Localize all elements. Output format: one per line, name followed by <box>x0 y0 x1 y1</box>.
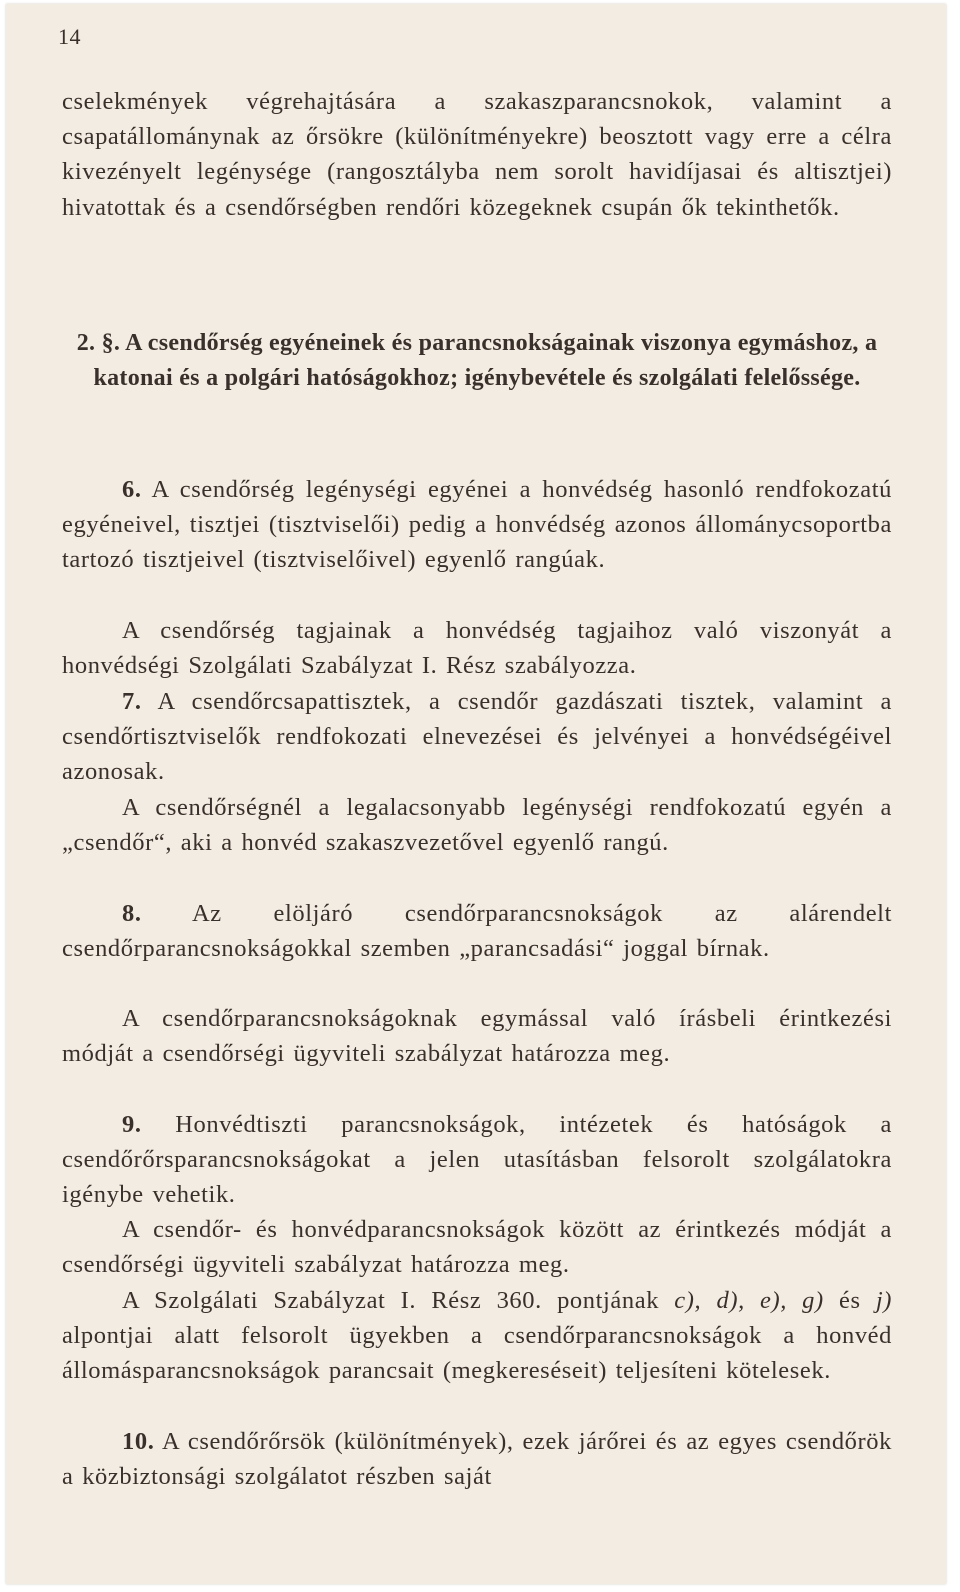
paragraph-text: A Szolgálati Szabályzat I. Rész 360. pontjának <box>122 1287 675 1314</box>
paragraph-number: 10. <box>122 1428 155 1455</box>
page-number: 14 <box>58 24 81 49</box>
italic-reference: c), d), e), g) <box>674 1287 824 1314</box>
paragraph-9b: A csendőr- és honvédparancsnokságok között az érintkezés módját a csendőrségi ügyviteli szabályzat határozza meg. <box>62 1216 892 1279</box>
paragraph-text: A csendőrség legénységi egyénei a honvédség hasonló rendfokozatú egyéneivel, tisztjei (tisztviselői) pedig a honvédség azonos állománycsoportba tartozó tisztjeivel (tisztviselőivel) egyenlő rangúak. <box>62 476 892 574</box>
section-heading: 2. §. A csendőrség egyéneinek és parancsnokságainak viszonya egymáshoz, a katonai és a polgári hatóságokhoz; igénybevétele és szolgálati felelőssége. <box>76 330 878 391</box>
italic-reference: j) <box>875 1287 892 1314</box>
paragraph-text: Az elöljáró csendőrparancsnokságok az alárendelt csendőrparancsnokságokkal szemben „parancsadási“ joggal bírnak. <box>62 900 892 963</box>
paragraph-7b: A csendőrségnél a legalacsonyabb legénységi rendfokozatú egyén a „csendőr“, aki a honvéd szakaszvezetővel egyenlő rangú. <box>62 794 892 857</box>
paragraph-number: 8. <box>122 900 142 927</box>
paragraph-text: alpontjai alatt felsorolt ügyekben a csendőrparancsnokságok a honvéd állomásparancsnokságok parancsait (megkereséseit) teljesíteni kötelesek. <box>62 1322 892 1385</box>
paragraph-number: 7. <box>122 688 142 715</box>
paragraph-text: Honvédtiszti parancsnokságok, intézetek és hatóságok a csendőrőrsparancsnokságokat a jelen utasításban felsorolt szolgálatokra igénybe vehetik. <box>62 1111 892 1209</box>
paragraph-6 <box>62 472 892 578</box>
paragraph-number: 6. <box>122 476 142 503</box>
document-page <box>6 4 946 1584</box>
paragraph-7 <box>62 684 892 790</box>
paragraph-continuation: cselekmények végrehajtására a szakaszparancsnokok, valamint a csapatállománynak az őrsökre (különítményekre) beosztott vagy erre a célra kivezényelt legénysége (rangosztályba nem sorolt havidíjasai és altisztjei) hivatottak és a csendőrségben rendőri közegeknek csupán ők tekinthetők. <box>62 88 892 221</box>
paragraph-9 <box>62 1107 892 1213</box>
paragraph-8b: A csendőrparancsnokságoknak egymással való írásbeli érintkezési módját a csendőrségi ügyviteli szabályzat határozza meg. <box>62 1005 892 1068</box>
paragraph-text: A csendőrcsapattisztek, a csendőr gazdászati tisztek, valamint a csendőrtisztviselők rendfokozati elnevezései és jelvényei a honvédségéivel azonosak. <box>62 688 892 786</box>
paragraph-text: A csendőrőrsök (különítmények), ezek járőrei és az egyes csendőrök a közbiztonsági szolgálatot részben saját <box>62 1428 892 1491</box>
paragraph-9c <box>62 1283 892 1389</box>
paragraph-6b: A csendőrség tagjainak a honvédség tagjaihoz való viszonyát a honvédségi Szolgálati Szabályzat I. Rész szabályozza. <box>62 617 892 680</box>
paragraph-8 <box>62 896 892 966</box>
paragraph-number: 9. <box>122 1111 142 1138</box>
paragraph-10 <box>62 1424 892 1494</box>
paragraph-text: és <box>823 1287 876 1314</box>
